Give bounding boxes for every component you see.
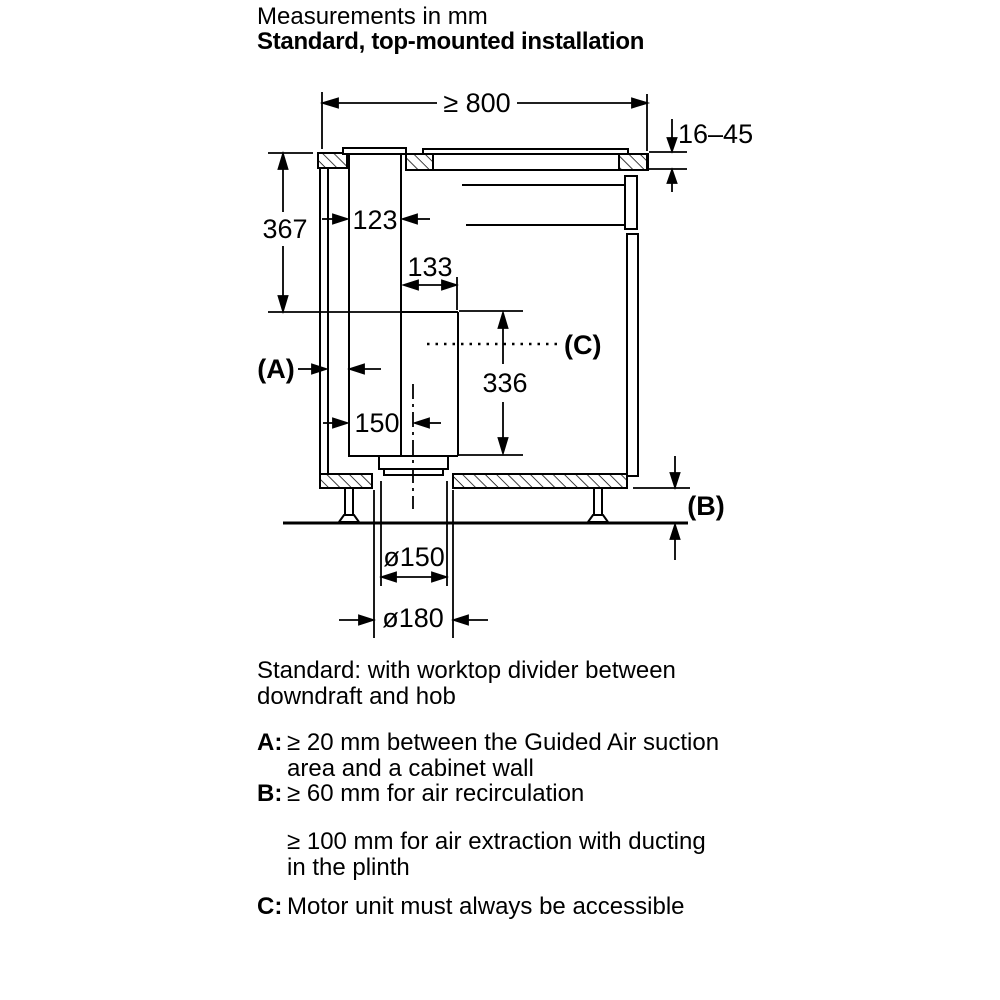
arrow-down-icon: [668, 138, 677, 151]
arrow-left-icon: [323, 99, 338, 108]
left-leg-stem: [345, 488, 353, 516]
note-b2-line1: ≥ 100 mm for air extraction with ducting: [287, 828, 706, 855]
right-leg-stem: [594, 488, 602, 516]
right-panel-lower: [627, 234, 638, 476]
left-leg-foot: [339, 515, 359, 522]
note-b: [257, 781, 584, 807]
dim-plinth-b: [633, 456, 690, 560]
arrow-right-icon: [333, 215, 347, 224]
note-a-label: A:: [257, 729, 283, 756]
note-c: [257, 894, 685, 920]
motor-label: (C): [564, 330, 602, 360]
note-b2: [287, 829, 706, 881]
clearance-label: (A): [257, 354, 295, 384]
arrow-up-icon: [668, 170, 677, 183]
arrow-up-icon: [279, 154, 288, 169]
dim-depth-label: 367: [262, 214, 308, 244]
note-intro-line1: Standard: with worktop divider between: [257, 657, 676, 684]
dim-pipe-inner-label: ø150: [383, 542, 445, 572]
dim-clearance-a: [298, 365, 381, 374]
dim-pipe-outer-label: ø180: [382, 603, 444, 633]
dim-motor-width-label: 133: [407, 252, 453, 282]
note-b-line1: ≥ 60 mm for air recirculation: [287, 780, 585, 807]
arrow-right-icon: [359, 616, 373, 625]
note-b2-line2: in the plinth: [287, 854, 410, 881]
arrow-down-icon: [279, 296, 288, 311]
note-intro: [257, 658, 676, 710]
dim-duct-width-label: 123: [352, 205, 398, 235]
right-panel-upper: [625, 176, 637, 229]
downdraft-cap: [343, 148, 406, 154]
cabinet-structure: [283, 148, 688, 523]
arrow-right-icon: [632, 99, 647, 108]
plinth-label: (B): [687, 491, 725, 521]
right-leg-foot: [588, 515, 608, 522]
arrow-right-icon: [333, 419, 347, 428]
note-a: [257, 730, 719, 782]
arrow-left-icon: [403, 215, 417, 224]
arrow-down-icon: [671, 473, 680, 487]
arrow-up-icon: [671, 525, 680, 539]
dim-motor-height-label: 336: [482, 368, 528, 398]
arrow-left-icon: [415, 419, 429, 428]
base-panel-left: [320, 474, 372, 488]
note-intro-line2: downdraft and hob: [257, 683, 456, 710]
note-a-line2: area and a cabinet wall: [287, 755, 534, 782]
worktop-hatch-right-end: [619, 154, 647, 170]
worktop-right: [406, 154, 648, 170]
note-b-label: B:: [257, 780, 283, 807]
units-note: Measurements in mm: [257, 3, 488, 30]
arrow-left-icon: [454, 616, 468, 625]
worktop-hatch-near-duct: [406, 154, 433, 170]
base-panel-right: [453, 474, 627, 488]
arrow-down-icon: [499, 438, 508, 453]
dim-min-width-label: ≥ 800: [443, 88, 511, 118]
hob-glass-lip: [423, 149, 628, 154]
note-c-line1: Motor unit must always be accessible: [287, 893, 685, 920]
cabinet-left-wall: [320, 168, 328, 474]
dim-worktop-thickness-label: 16–45: [678, 119, 754, 149]
arrow-up-icon: [499, 313, 508, 328]
dim-center-offset-label: 150: [354, 408, 400, 438]
arrow-left-icon: [350, 365, 364, 374]
worktop-left-end: [318, 153, 347, 168]
arrow-right-icon: [432, 573, 446, 582]
note-c-label: C:: [257, 893, 283, 920]
note-a-line1: ≥ 20 mm between the Guided Air suction: [287, 729, 720, 756]
page-title: Standard, top-mounted installation: [257, 28, 645, 55]
arrow-left-icon: [382, 573, 396, 582]
